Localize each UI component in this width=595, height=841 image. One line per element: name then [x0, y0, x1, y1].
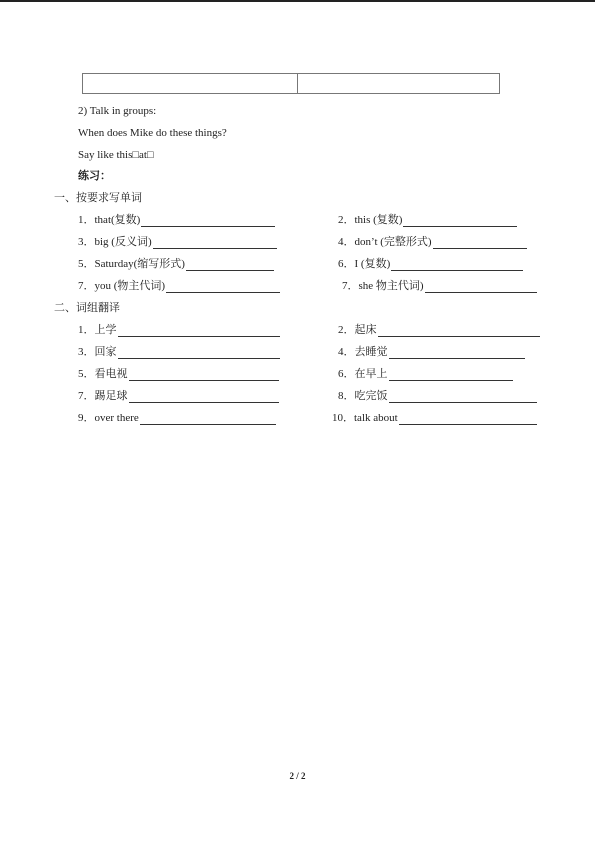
answer-blank[interactable] — [391, 259, 523, 271]
answer-blank[interactable] — [186, 259, 274, 271]
word-item-8 — [342, 279, 537, 293]
answer-blank[interactable] — [425, 281, 537, 293]
word-item-label: 2．this (复数) — [338, 214, 403, 226]
answer-blank[interactable] — [433, 237, 527, 249]
phrase-item-2 — [338, 323, 540, 337]
word-item-label: 5．Saturday(缩写形式) — [78, 258, 185, 270]
section-2-title: 二、词组翻译 — [54, 302, 120, 314]
word-item-7 — [78, 279, 280, 293]
talk-groups-heading: 2) Talk in groups: — [78, 105, 157, 117]
phrase-item-4 — [338, 345, 525, 359]
word-item-label: 3．big (反义词) — [78, 236, 152, 248]
top-rule — [0, 0, 595, 2]
word-item-label: 1．that(复数) — [78, 214, 141, 226]
answer-blank[interactable] — [399, 413, 537, 425]
phrase-item-3 — [78, 345, 280, 359]
phrase-item-5 — [78, 367, 279, 381]
answer-blank[interactable] — [129, 391, 279, 403]
answer-blank[interactable] — [389, 369, 513, 381]
word-item-label: 6．I (复数) — [338, 258, 391, 270]
phrase-item-6 — [338, 367, 513, 381]
word-item-5 — [78, 257, 274, 271]
answer-blank[interactable] — [140, 413, 276, 425]
answer-blank[interactable] — [389, 347, 525, 359]
answer-blank[interactable] — [166, 281, 280, 293]
phrase-item-8 — [338, 389, 537, 403]
page-number: 2 / 2 — [289, 771, 306, 781]
phrase-item-label: 8．吃完饭 — [338, 390, 388, 402]
phrase-item-label: 6．在早上 — [338, 368, 388, 380]
word-item-label: 4．don’t (完整形式) — [338, 236, 432, 248]
phrase-item-label: 9．over there — [78, 412, 139, 424]
phrase-item-9 — [78, 411, 276, 425]
phrase-item-label: 3．回家 — [78, 346, 117, 358]
table-cell-right[interactable] — [298, 74, 499, 93]
word-item-3 — [78, 235, 277, 249]
word-item-4 — [338, 235, 527, 249]
answer-blank[interactable] — [118, 325, 280, 337]
question-text: When does Mike do these things? — [78, 127, 227, 139]
phrase-item-10 — [332, 411, 537, 425]
word-item-6 — [338, 257, 523, 271]
phrase-item-label: 7．踢足球 — [78, 390, 128, 402]
word-item-1 — [78, 213, 275, 227]
section-1-title: 一、按要求写单词 — [54, 192, 142, 204]
answer-table — [82, 73, 500, 94]
answer-blank[interactable] — [129, 369, 279, 381]
phrase-item-7 — [78, 389, 279, 403]
table-cell-left[interactable] — [83, 74, 298, 93]
answer-blank[interactable] — [389, 391, 537, 403]
answer-blank[interactable] — [403, 215, 517, 227]
word-item-2 — [338, 213, 517, 227]
practice-heading: 练习： — [78, 170, 111, 182]
answer-blank[interactable] — [141, 215, 275, 227]
say-like-text: Say like this□at□ — [78, 149, 154, 161]
word-item-label: 7．she 物主代词) — [342, 280, 424, 292]
phrase-item-1 — [78, 323, 280, 337]
phrase-item-label: 10．talk about — [332, 412, 398, 424]
answer-blank[interactable] — [378, 325, 540, 337]
phrase-item-label: 5．看电视 — [78, 368, 128, 380]
phrase-item-label: 1．上学 — [78, 324, 117, 336]
word-item-label: 7．you (物主代词) — [78, 280, 166, 292]
answer-blank[interactable] — [153, 237, 277, 249]
answer-blank[interactable] — [118, 347, 280, 359]
phrase-item-label: 2．起床 — [338, 324, 377, 336]
phrase-item-label: 4．去睡觉 — [338, 346, 388, 358]
